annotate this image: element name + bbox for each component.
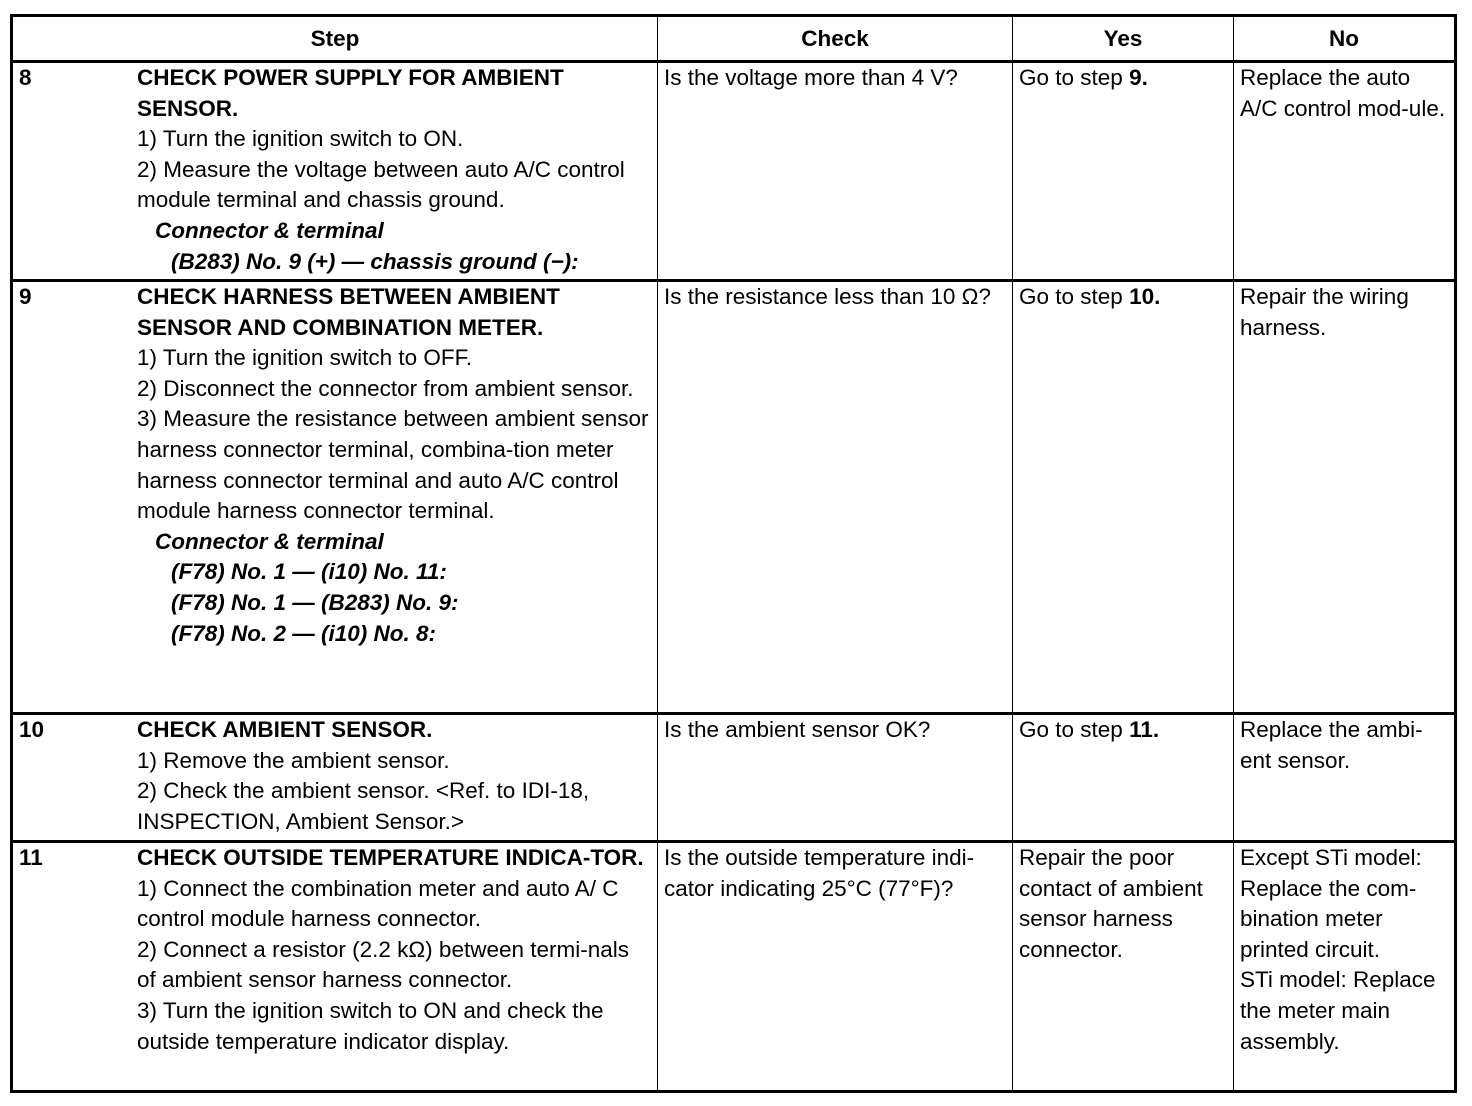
check-cell: Is the voltage more than 4 V? bbox=[658, 62, 1013, 281]
connector-line: (F78) No. 1 — (B283) No. 9: bbox=[171, 589, 459, 615]
no-cell: Repair the wiring harness. bbox=[1234, 281, 1456, 714]
yes-prefix: Go to step bbox=[1019, 717, 1130, 742]
step-number: 11 bbox=[19, 845, 43, 870]
step-cell bbox=[12, 62, 658, 281]
step-cell bbox=[12, 281, 658, 714]
connector-line: (F78) No. 2 — (i10) No. 8: bbox=[171, 620, 437, 646]
no-cell: Replace the auto A/C control mod-ule. bbox=[1234, 62, 1456, 281]
connector-line: (F78) No. 1 — (i10) No. 11: bbox=[171, 559, 447, 585]
check-cell: Is the resistance less than 10 Ω? bbox=[658, 281, 1013, 714]
step-cell bbox=[12, 842, 658, 1092]
table-row bbox=[12, 714, 1456, 842]
table-row bbox=[12, 62, 1456, 281]
step-number: 8 bbox=[19, 65, 32, 90]
header-no: No bbox=[1234, 16, 1456, 62]
header-row bbox=[12, 16, 1456, 62]
instruction: 1) Connect the combination meter and auto A/ C control module harness connector. bbox=[137, 875, 619, 932]
table-row bbox=[12, 281, 1456, 714]
yes-cell bbox=[1013, 62, 1234, 281]
step-title: CHECK POWER SUPPLY FOR AMBIENT SENSOR. bbox=[137, 65, 564, 121]
step-title: CHECK OUTSIDE TEMPERATURE INDICA-TOR. bbox=[137, 845, 644, 870]
header-step: Step bbox=[12, 16, 658, 62]
step-title: CHECK AMBIENT SENSOR. bbox=[137, 717, 433, 742]
instruction: 1) Remove the ambient sensor. bbox=[137, 747, 450, 773]
connector-heading: Connector & terminal bbox=[155, 217, 384, 243]
yes-step-link: 9. bbox=[1129, 65, 1148, 90]
header-check: Check bbox=[658, 16, 1013, 62]
yes-cell: Repair the poor contact of ambient sensor harness connector. bbox=[1013, 842, 1234, 1092]
instruction: 1) Turn the ignition switch to ON. bbox=[137, 126, 464, 152]
check-cell: Is the ambient sensor OK? bbox=[658, 714, 1013, 842]
no-cell bbox=[1234, 842, 1456, 1092]
instruction: 3) Turn the ignition switch to ON and check the outside temperature indicator display. bbox=[137, 997, 604, 1054]
step-title: CHECK HARNESS BETWEEN AMBIENT SENSOR AND COMBINATION METER. bbox=[137, 284, 560, 340]
instruction: 2) Measure the voltage between auto A/C control module terminal and chassis ground. bbox=[137, 156, 625, 213]
no-line: Except STi model: Replace the com-bination meter printed circuit. bbox=[1240, 845, 1422, 962]
instruction: 1) Turn the ignition switch to OFF. bbox=[137, 345, 473, 371]
step-number: 9 bbox=[19, 284, 32, 309]
table-row bbox=[12, 842, 1456, 1092]
diagnostic-table bbox=[10, 14, 1457, 1093]
yes-step-link: 11. bbox=[1129, 717, 1160, 742]
instruction: 3) Measure the resistance between ambient sensor harness connector terminal, combina-tion meter harness connector terminal and auto A/C control module harness connector terminal. bbox=[137, 406, 649, 524]
yes-prefix: Go to step bbox=[1019, 284, 1130, 309]
yes-cell bbox=[1013, 281, 1234, 714]
connector-line: (B283) No. 9 (+) — chassis ground (−): bbox=[171, 248, 579, 274]
yes-step-link: 10. bbox=[1129, 284, 1161, 309]
no-line: STi model: Replace the meter main assembly. bbox=[1240, 967, 1436, 1054]
yes-prefix: Go to step bbox=[1019, 65, 1130, 90]
instruction: 2) Check the ambient sensor. <Ref. to IDI-18, INSPECTION, Ambient Sensor.> bbox=[137, 778, 590, 834]
step-number: 10 bbox=[19, 717, 45, 742]
step-cell bbox=[12, 714, 658, 842]
check-cell: Is the outside temperature indi-cator indicating 25°C (77°F)? bbox=[658, 842, 1013, 1092]
yes-cell bbox=[1013, 714, 1234, 842]
instruction: 2) Connect a resistor (2.2 kΩ) between termi-nals of ambient sensor harness connector. bbox=[137, 936, 630, 993]
connector-heading: Connector & terminal bbox=[155, 528, 384, 554]
instruction: 2) Disconnect the connector from ambient sensor. bbox=[137, 375, 634, 401]
no-cell: Replace the ambi-ent sensor. bbox=[1234, 714, 1456, 842]
header-yes: Yes bbox=[1013, 16, 1234, 62]
